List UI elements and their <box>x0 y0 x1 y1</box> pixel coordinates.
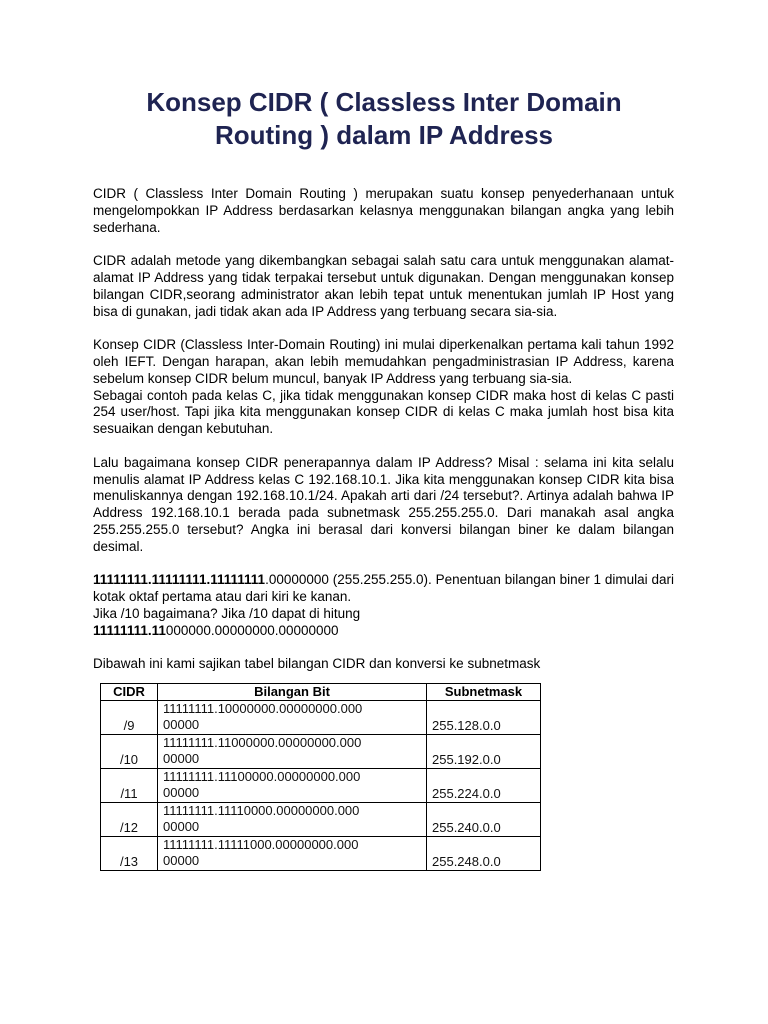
title-line-2: Routing ) dalam IP Address <box>214 120 554 150</box>
document-body <box>93 186 674 871</box>
cell-subnetmask: 255.248.0.0 <box>427 837 541 871</box>
paragraph-history: Konsep CIDR (Classless Inter-Domain Routing) ini mulai diperkenalkan pertama kali tahun 1992 oleh IEFT. Dengan harapan, akan lebih memudahkan pengadministrasian IP Address, karena sebelum konsep CIDR belum muncul, banyak IP Address yang terbuang sia-sia. <box>93 337 674 386</box>
binary-10-rest: 000000.00000000.00000000 <box>165 622 339 638</box>
cell-bilangan-bit <box>158 735 427 769</box>
cell-cidr: /10 <box>101 735 158 769</box>
bit-line-2: 00000 <box>163 819 200 835</box>
binary-24-rest: .00000000 (255.255.255.0). Penentuan bilangan biner 1 dimulai dari kotak oktaf pertama atau dari kiri ke kanan. <box>93 572 674 605</box>
cell-subnetmask: 255.128.0.0 <box>427 701 541 735</box>
cell-cidr: /9 <box>101 701 158 735</box>
cell-cidr: /13 <box>101 837 158 871</box>
cidr-table <box>100 683 541 871</box>
table-row <box>101 769 541 803</box>
bit-line-2: 00000 <box>163 853 200 869</box>
table-row <box>101 701 541 735</box>
paragraph-cidr-method: CIDR adalah metode yang dikembangkan sebagai salah satu cara untuk menggunakan alamat-alamat IP Address yang tidak terpakai tersebut untuk digunakan. Dengan menggunakan konsep bilangan CIDR,seorang administrator akan lebih tepat untuk menentukan jumlah IP Host yang bisa di gunakan, jadi tidak akan ada IP Address yang terbuang secara sia-sia. <box>93 253 674 319</box>
cell-cidr: /11 <box>101 769 158 803</box>
bit-line-1: 11111111.11111000.00000000.000 <box>163 837 359 853</box>
bit-line-1: 11111111.10000000.00000000.000 <box>163 701 363 717</box>
cell-subnetmask: 255.192.0.0 <box>427 735 541 769</box>
title-line-1: Konsep CIDR ( Classless Inter Domain <box>146 87 622 117</box>
paragraph-table-intro: Dibawah ini kami sajikan tabel bilangan CIDR dan konversi ke subnetmask <box>93 656 541 672</box>
paragraph-class-c-example: Sebagai contoh pada kelas C, jika tidak menggunakan konsep CIDR maka host di kelas C pasti 254 user/host. Tapi jika kita menggunakan konsep CIDR di kelas C maka jumlah host bisa kita sesuaikan dengan kebutuhan. <box>93 387 674 437</box>
paragraph-binary-10 <box>93 623 674 640</box>
paragraph-notation: Lalu bagaimana konsep CIDR penerapannya dalam IP Address? Misal : selama ini kita selalu menulis alamat IP Address kelas C 192.168.10.1. Jika kita menggunakan konsep CIDR kita bisa menuliskannya dengan 192.168.10.1/24. Apakah arti dari /24 tersebut?. Artinya adalah bahwa IP Address 192.168.10.1 berada pada subnetmask 255.255.255.0. Dari manakah asal angka 255.255.255.0 tersebut? Angka ini berasal dari konversi bilangan biner ke dalam bilangan desimal. <box>93 454 674 554</box>
paragraph-intro: CIDR ( Classless Inter Domain Routing ) merupakan suatu konsep penyederhanaan untuk mengelompokkan IP Address berdasarkan kelasnya menggunakan bilangan angka yang lebih sederhana. <box>93 186 674 235</box>
bit-line-1: 11111111.11000000.00000000.000 <box>163 735 362 751</box>
table-row <box>101 735 541 769</box>
header-cidr: CIDR <box>101 684 158 701</box>
bit-line-2: 00000 <box>163 785 200 801</box>
table-row <box>101 837 541 871</box>
document-title <box>60 86 708 152</box>
cell-bilangan-bit <box>158 803 427 837</box>
cell-cidr: /12 <box>101 803 158 837</box>
table-row <box>101 803 541 837</box>
bit-line-2: 00000 <box>163 751 200 767</box>
cell-bilangan-bit <box>158 769 427 803</box>
paragraph-binary-24 <box>93 572 674 606</box>
cell-subnetmask: 255.240.0.0 <box>427 803 541 837</box>
binary-24-bold: 11111111.11111111.11111111 <box>93 572 266 588</box>
header-bilangan-bit: Bilangan Bit <box>158 684 427 701</box>
binary-10-bold: 11111111.11 <box>93 622 166 638</box>
cell-bilangan-bit <box>158 837 427 871</box>
paragraph-question-10: Jika /10 bagaimana? Jika /10 dapat di hitung <box>93 605 361 621</box>
table-header-row <box>101 684 541 701</box>
bit-line-2: 00000 <box>163 717 200 733</box>
bit-line-1: 11111111.11100000.00000000.000 <box>163 769 361 785</box>
table-body <box>101 701 541 871</box>
bit-line-1: 11111111.11110000.00000000.000 <box>163 803 360 819</box>
cell-bilangan-bit <box>158 701 427 735</box>
cell-subnetmask: 255.224.0.0 <box>427 769 541 803</box>
header-subnetmask: Subnetmask <box>427 684 541 701</box>
